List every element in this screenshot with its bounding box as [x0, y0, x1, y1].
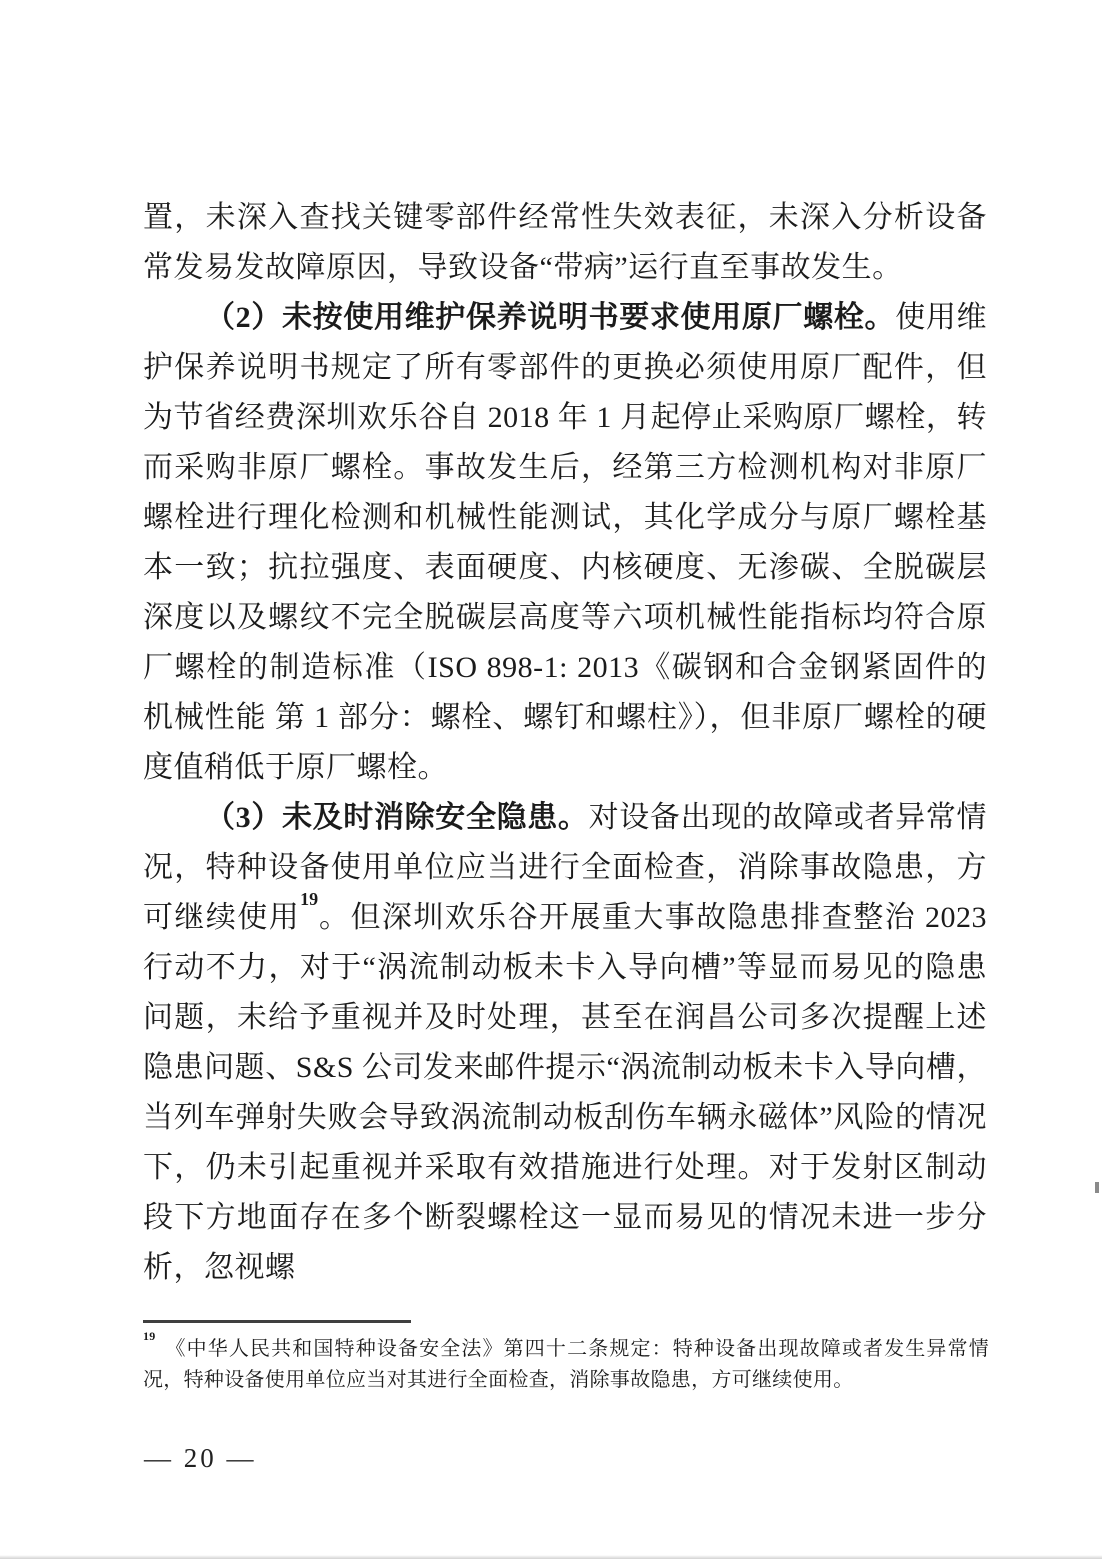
scan-bottom-edge [0, 1555, 1102, 1559]
paragraph-2-body: 使用维护保养说明书规定了所有零部件的更换必须使用原厂配件，但为节省经费深圳欢乐谷自 2018 年 1 月起停止采购原厂螺栓，转而采购非原厂螺栓。事故发生后，经第三方检测机构对非原厂螺栓进行理化检测和机械性能测试，其化学成分与原厂螺栓基本一致；抗拉强度、表面硬度、内核硬度、无渗碳、全脱碳层深度以及螺纹不完全脱碳层高度等六项机械性能指标均符合原厂螺栓的制造标准（ISO 898-1: 2013《碳钢和合金钢紧固件的机械性能 第 1 部分：螺栓、螺钉和螺柱》），但非原厂螺栓的硬度值稍低于原厂螺栓。 [143, 301, 988, 784]
paragraph-2 [143, 293, 987, 793]
footnote-text [143, 1329, 989, 1396]
footnote-section [143, 1320, 989, 1396]
paragraph-3-body-before-ref: 对设备出现的故障或者异常情况，特种设备使用单位应当进行全面检查，消除事故隐患，方可继续使用 [143, 801, 988, 934]
footnote-body: 《中华人民共和国特种设备安全法》第四十二条规定：特种设备出现故障或者发生异常情况，特种设备使用单位应当对其进行全面检查，消除事故隐患，方可继续使用。 [143, 1338, 989, 1391]
footnote-separator-rule [143, 1320, 411, 1323]
body-text [143, 193, 987, 1293]
paragraph-continuation: 置，未深入查找关键零部件经常性失效表征，未深入分析设备常发易发故障原因，导致设备“带病”运行直至事故发生。 [143, 201, 987, 284]
paragraph-2-heading: （2）未按使用维护保养说明书要求使用原厂螺栓。 [205, 301, 896, 334]
paragraph-3-body-after-ref: 。但深圳欢乐谷开展重大事故隐患排查整治 2023 行动不力，对于“涡流制动板未卡入导向槽”等显而易见的隐患问题，未给予重视并及时处理，甚至在润昌公司多次提醒上述隐患问题、S&S 公司发来邮件提示“涡流制动板未卡入导向槽，当列车弹射失败会导致涡流制动板刮伤车辆永磁体”风险的情况下，仍未引起重视并采取有效措施进行处理。对于发射区制动段下方地面存在多个断裂螺栓这一显而易见的情况未进一步分析，忽视螺 [143, 901, 988, 1284]
page-number: — 20 — [144, 1443, 257, 1473]
paragraph-3-heading: （3）未及时消除安全隐患。 [205, 801, 589, 834]
footnote-marker: 19 [143, 1329, 156, 1344]
scan-edge-artifact [1095, 1182, 1099, 1193]
paragraph-3 [143, 793, 987, 1293]
footnote-reference-19: 19 [300, 889, 319, 909]
